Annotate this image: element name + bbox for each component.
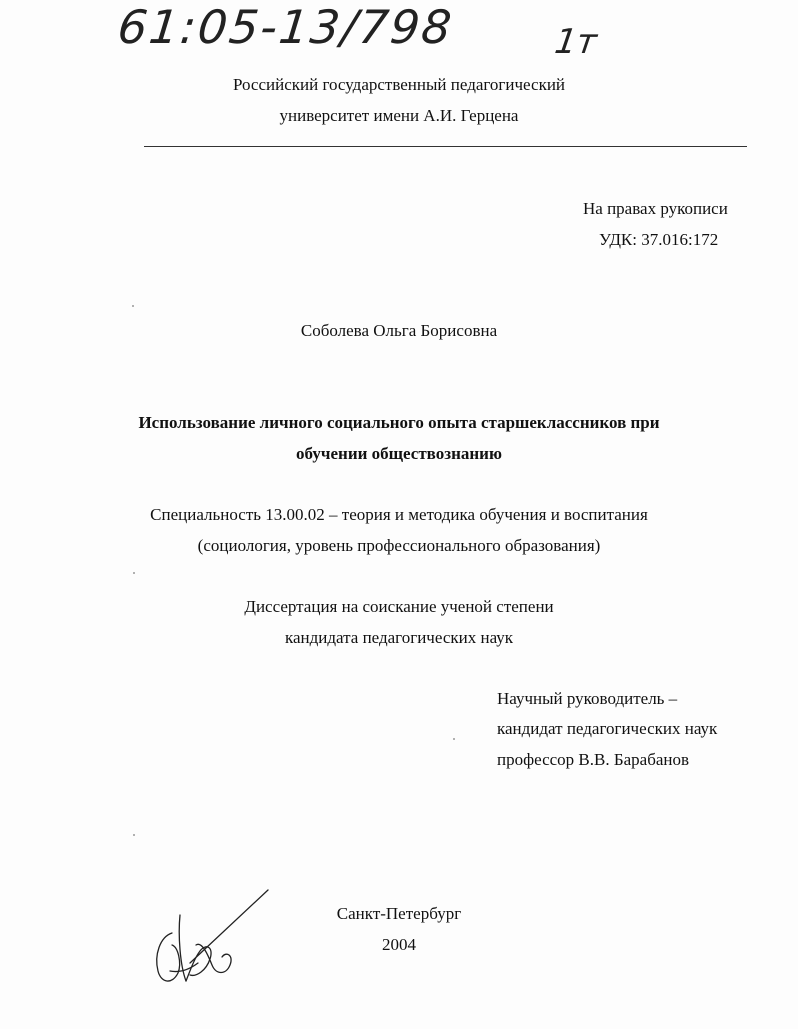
udc-code: УДК: 37.016:172 [599, 230, 719, 249]
specialty-line-1: Специальность 13.00.02 – теория и методика обучения и воспитания [150, 505, 648, 524]
year: 2004 [382, 935, 416, 954]
dissertation-line-2: кандидата педагогических наук [284, 628, 514, 647]
title-line-2: обучении обществознанию [296, 444, 502, 463]
institution-line-2: университет имени А.И. Герцена [279, 106, 519, 125]
dissertation-line-1: Диссертация на соискание ученой степени [244, 597, 554, 616]
scan-speck [133, 572, 135, 574]
scan-speck [453, 738, 455, 740]
city: Санкт-Петербург [336, 904, 462, 923]
handwritten-signature [150, 885, 280, 995]
supervisor-line-3: профессор В.В. Барабанов [497, 750, 690, 769]
scan-speck [132, 305, 134, 307]
specialty-line-2: (социология, уровень профессионального образования) [197, 536, 601, 555]
author-name: Соболева Ольга Борисовна [300, 321, 498, 340]
handwritten-mark: 1т [552, 22, 600, 62]
scan-speck [133, 834, 135, 836]
supervisor-line-1: Научный руководитель – [497, 689, 678, 708]
title-line-1: Использование личного социального опыта старшеклассников при [138, 413, 660, 432]
institution-line-1: Российский государственный педагогический [232, 75, 566, 94]
handwritten-registry-code: 61:05-13/798 [115, 0, 456, 54]
header-divider [144, 146, 747, 147]
rights-note: На правах рукописи [583, 199, 728, 218]
supervisor-line-2: кандидат педагогических наук [497, 719, 718, 738]
